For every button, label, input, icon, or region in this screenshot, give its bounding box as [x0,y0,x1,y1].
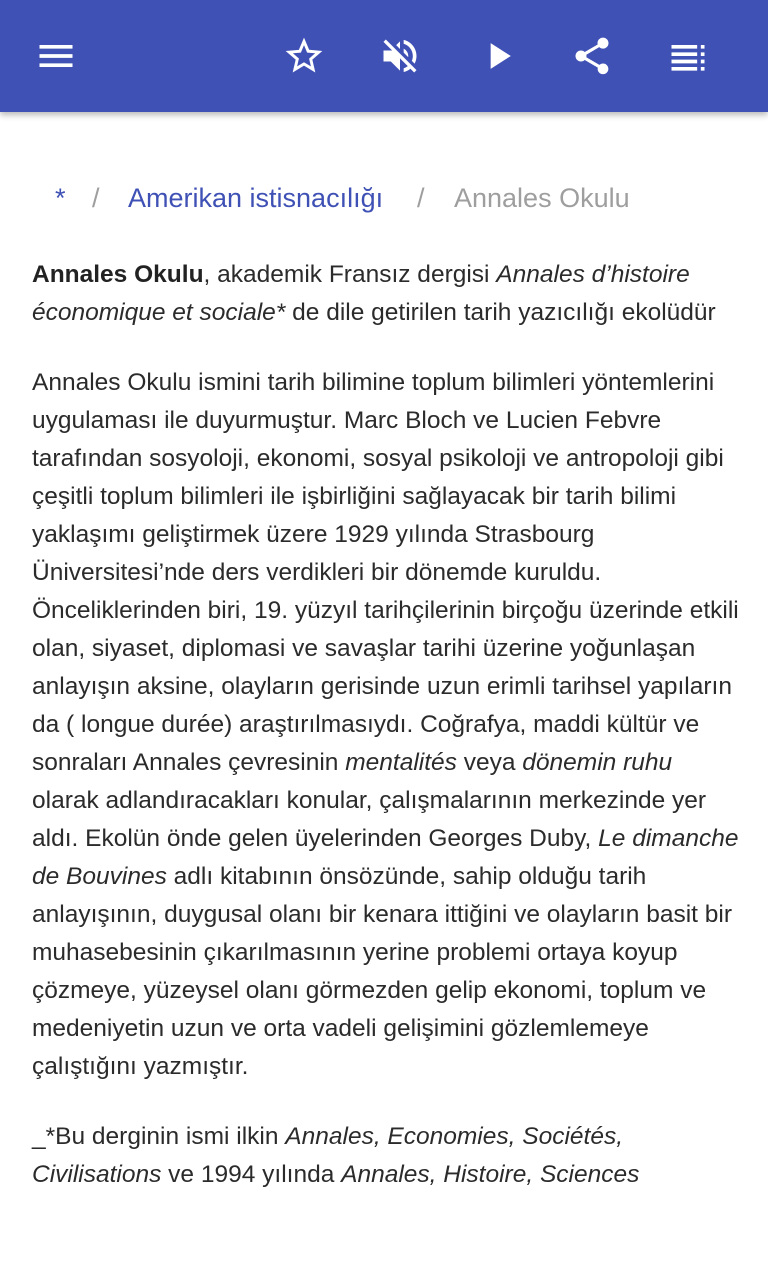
star-icon [282,34,326,78]
italic-term: Annales, Economies, Sociétés, Civilisations [32,1123,624,1188]
breadcrumb-parent-link[interactable]: Amerikan istisnacılığı [128,183,384,213]
mute-button[interactable] [372,28,428,84]
italic-term: Annales, Histoire, Sciences [341,1161,640,1188]
text-run: veya [456,749,523,776]
text-run: Annales Okulu ismini tarih bilimine toplum bilimleri yöntemlerini uygulaması ile duyurmuştur. Marc Bloch ve Lucien Febvre tarafından sosyoloji, ekonomi, sosyal psikoloji ve antropoloji gibi çeşitli toplum bilimleri ile işbirliğini sağlayacak bir tarih bilimi yaklaşımı geliştirmek üzere 1929 yılında Strasbourg Üniversitesi’nde ders verdikleri bir dönemde kuruldu. Önceliklerinden biri, 19. yüzyıl tarihçilerinin birçoğu üzerinde etkili olan, siyaset, diplomasi ve savaşlar tarihi üzerine yoğunlaşan anlayışın aksine, olayların gerisinde uzun erimli tarihsel yapıların da ( longue durée) araştırılmasıydı. Coğrafya, maddi kültür ve sonraları Annales çevresinin [32,369,739,776]
share-icon [570,34,614,78]
text-run: adlı kitabının önsözünde, sahip olduğu tarih anlayışının, duygusal olanı bir kenara ittiğini ve olayların basit bir muhasebesinin çıkarılmasının yerine problemi ortaya koyup çözmeye, yüzeysel olanı görmezden gelip ekonomi, toplum ve medeniyetin uzun ve orta vadeli gelişimini gözlemlemeye çalıştığını yazmıştır. [32,863,732,1080]
contents-button[interactable] [660,28,716,84]
book-title: Le dimanche de Bouvines [32,825,739,890]
app-bar [0,0,768,112]
list-icon [666,34,710,78]
volume-off-icon [378,34,422,78]
breadcrumb-separator: / [92,183,100,213]
journal-name: Annales d’histoire économique et sociale* [32,261,690,326]
menu-button[interactable] [28,28,84,84]
play-button[interactable] [470,28,526,84]
article-paragraph-footnote [32,1118,740,1194]
favorite-button[interactable] [276,28,332,84]
italic-term: dönemin ruhu [522,749,673,776]
text-run: olarak adlandıracakları konular, çalışmalarının merkezinde yer aldı. Ekolün önde gelen üyelerinden Georges Duby, [32,787,707,852]
text-run: ve 1994 yılında [161,1161,342,1188]
breadcrumb-root-link[interactable]: * [55,183,66,213]
article-body [32,256,740,1226]
article-paragraph-intro [32,256,740,332]
breadcrumb-separator: / [417,183,425,213]
breadcrumb [0,178,768,218]
article-title-bold: Annales Okulu [32,261,204,288]
play-icon [476,34,520,78]
text-run: de dile getirilen tarih yazıcılığı ekolüdür [285,299,716,326]
breadcrumb-current: Annales Okulu [454,183,630,213]
share-button[interactable] [564,28,620,84]
article-paragraph-main [32,364,740,1086]
menu-icon [34,34,78,78]
text-run: _*Bu derginin ismi ilkin [32,1123,286,1150]
text-run: , akademik Fransız dergisi [203,261,497,288]
italic-term: mentalités [345,749,457,776]
